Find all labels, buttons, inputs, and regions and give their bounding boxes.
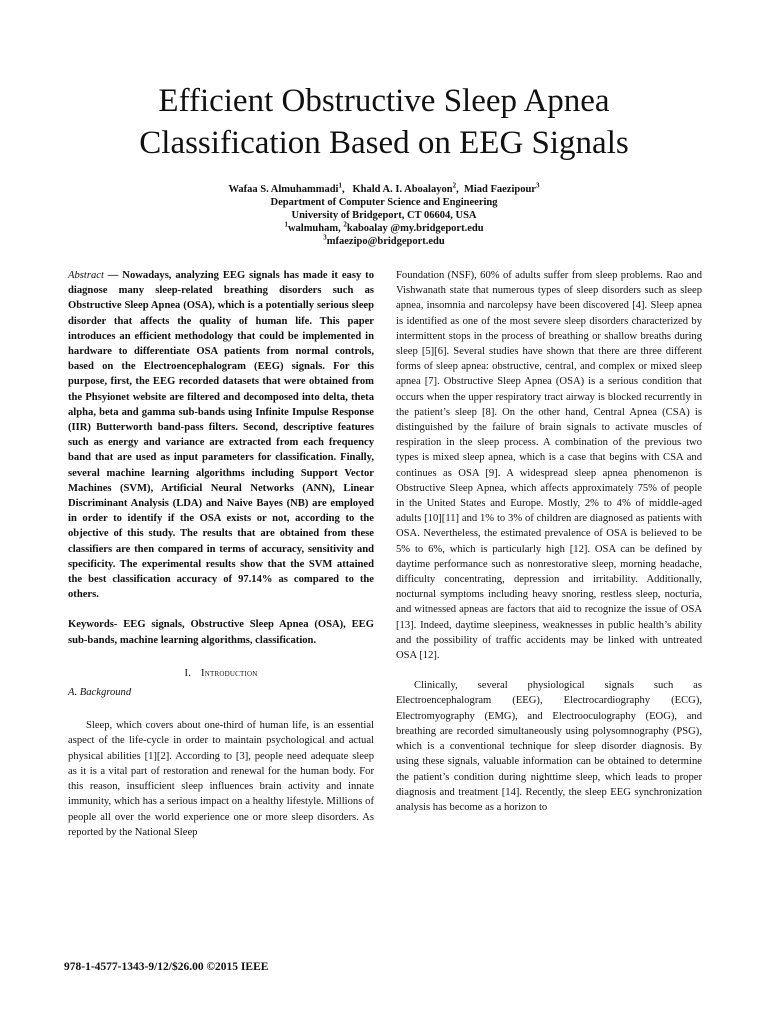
abstract: [68, 268, 374, 602]
abstract-label: Abstract: [68, 270, 104, 281]
email-superscript: 1: [284, 220, 288, 229]
section-title: Introduction: [201, 667, 258, 679]
author-block: [60, 183, 708, 248]
section-heading-introduction: [68, 666, 374, 681]
email-text: mfaezipo@bridgeport.edu: [326, 236, 445, 247]
keywords: Keywords- EEG signals, Obstructive Sleep Apnea (OSA), EEG sub-bands, machine learning algorithms, classification.: [68, 619, 374, 646]
section-number: I.: [184, 667, 192, 679]
email-superscript: 3: [323, 233, 327, 242]
author-name: Khald A. I. Aboalayon: [352, 184, 453, 195]
abstract-text: — Nowadays, analyzing EEG signals has made it easy to diagnose many sleep-related breathing disorders such as Obstructive Sleep Apnea (OSA), which is a potentially serious sleep disorder that affects the quality of human life. This paper introduces an efficient methodology that could be implemented in hardware to differentiate OSA patients from normal controls, based on the Electroencephalogram (EEG) signals. For this purpose, first, the EEG recorded datasets that were obtained from the Phsyionet website are filtered and decomposed into delta, theta alpha, beta and gamma sub-bands using Infinite Impulse Response (IIR) Butterworth band-pass filters. Second, descriptive features such as energy and variance are extracted from each frequency band that are used as input parameters for classification. Finally, several machine learning algorithms including Support Vector Machines (SVM), Artificial Neural Networks (ANN), Linear Discriminant Analysis (LDA) and Naive Bayes (NB) are employed in order to identify if the OSA exists or not, according to the objective of this study. The results that are obtained from these classifiers are then compared in terms of accuracy, sensitivity and specificity. The experimental results show that the SVM attained the best classification accuracy of 97.14% as compared to the others.: [68, 270, 374, 601]
subsection-heading-background: A. Background: [68, 687, 132, 699]
paragraph-clinical-signals: Clinically, several physiological signals such as Electroencephalogram (EEG), Electrocardiography (ECG), Electromyography (EMG), and Electrooculography (EOG), and breathing are recorded simultaneously using polysomnography (PSG), which is a conventional technique for sleep disorder diagnosis. By using these signals, valuable information can be obtained to determine the patient’s condition during nighttime sleep, which leads to proper diagnosis and treatment [14]. Recently, the sleep EEG synchronization analysis has become as a horizon to: [396, 680, 702, 813]
author-names: [60, 183, 708, 196]
author-separator: ,: [456, 184, 462, 195]
copyright-footer: 978-1-4577-1343-9/12/$26.00 ©2015 IEEE: [64, 961, 269, 973]
author-name: Miad Faezipour: [463, 184, 536, 195]
left-column: [68, 268, 374, 840]
author-email-1: [60, 222, 708, 235]
affiliation-department: Department of Computer Science and Engineering: [270, 197, 498, 208]
author-email-2: [60, 235, 708, 248]
affiliation-university: University of Bridgeport, CT 06604, USA: [291, 210, 477, 221]
author-separator: ,: [341, 184, 350, 195]
paragraph-background: Sleep, which covers about one-third of human life, is an essential aspect of the life-cycle in order to maintain psychological and actual physical abilities [1][2]. According to [3], people need adequate sleep as it is a vital part of restoration and renewal for the human body. For this reason, insufficient sleep influences brain activity and innate immunity, which has a serious impact on a healthy lifestyle. Millions of people all over the world experience one or more sleep disorders. As reported by the National Sleep: [68, 720, 374, 838]
author-superscript: 3: [535, 181, 540, 190]
email-text: kaboalay @my.bridgeport.edu: [346, 223, 484, 234]
paper-title: [40, 80, 728, 164]
right-column: [396, 268, 702, 815]
paragraph-sleep-apnea: Foundation (NSF), 60% of adults suffer from sleep problems. Rao and Vishwanath state that numerous types of sleep disorders such as sleep apnea, insomnia and narcolepsy have been discovered [4]. Sleep apnea is identified as one of the most severe sleep disorders characterized by intermittent stops in the process of breathing or shallow breaths during sleep [5][6]. Several studies have shown that there are three different forms of sleep apnea: obstructive, central, and complex or mixed sleep apnea [7]. Obstructive Sleep Apnea (OSA) is a serious condition that occurs when the upper respiratory tract airway is blocked recurrently in the patient’s sleep [8]. On the other hand, Central Apnea (CSA) is distinguished by the failure of brain signals to activate muscles of respiration in the sleep process. A combination of the previous two types is mixed sleep apnea, which is a case that begins with CSA and continues as OSA [9]. A widespread sleep apnea phenomenon is Obstructive Sleep Apnea, which affects approximately 75% of people in the United States and Europe. Mostly, 2% to 4% of middle-aged adults [10][11] and 1% to 3% of children are diagnosed as patients with OSA. Nevertheless, the estimated prevalence of OSA is believed to be 5% to 6%, which is particularly high [12]. OSA can be defined by daytime performance such as nonrestorative sleep, morning headache, difficulty concentrating, depression and irritability. Additionally, nocturnal symptoms including heavy snoring, restless sleep, nocturia, and witnessed apneas are factors that aid to recognize the issue of OSA [13]. Indeed, daytime sleepiness, weaknesses in public health’s ability and the possibility of traffic accidents may be linked with untreated OSA [12].: [396, 270, 702, 662]
author-superscript: 2: [452, 181, 457, 190]
email-text: walmuham,: [287, 223, 344, 234]
author-name: Wafaa S. Almuhammadi: [228, 184, 339, 195]
title-line-1: Efficient Obstructive Sleep Apnea: [158, 83, 610, 119]
email-superscript: 2: [343, 220, 347, 229]
author-superscript: 1: [338, 181, 342, 190]
title-line-2: Classification Based on EEG Signals: [139, 125, 629, 161]
